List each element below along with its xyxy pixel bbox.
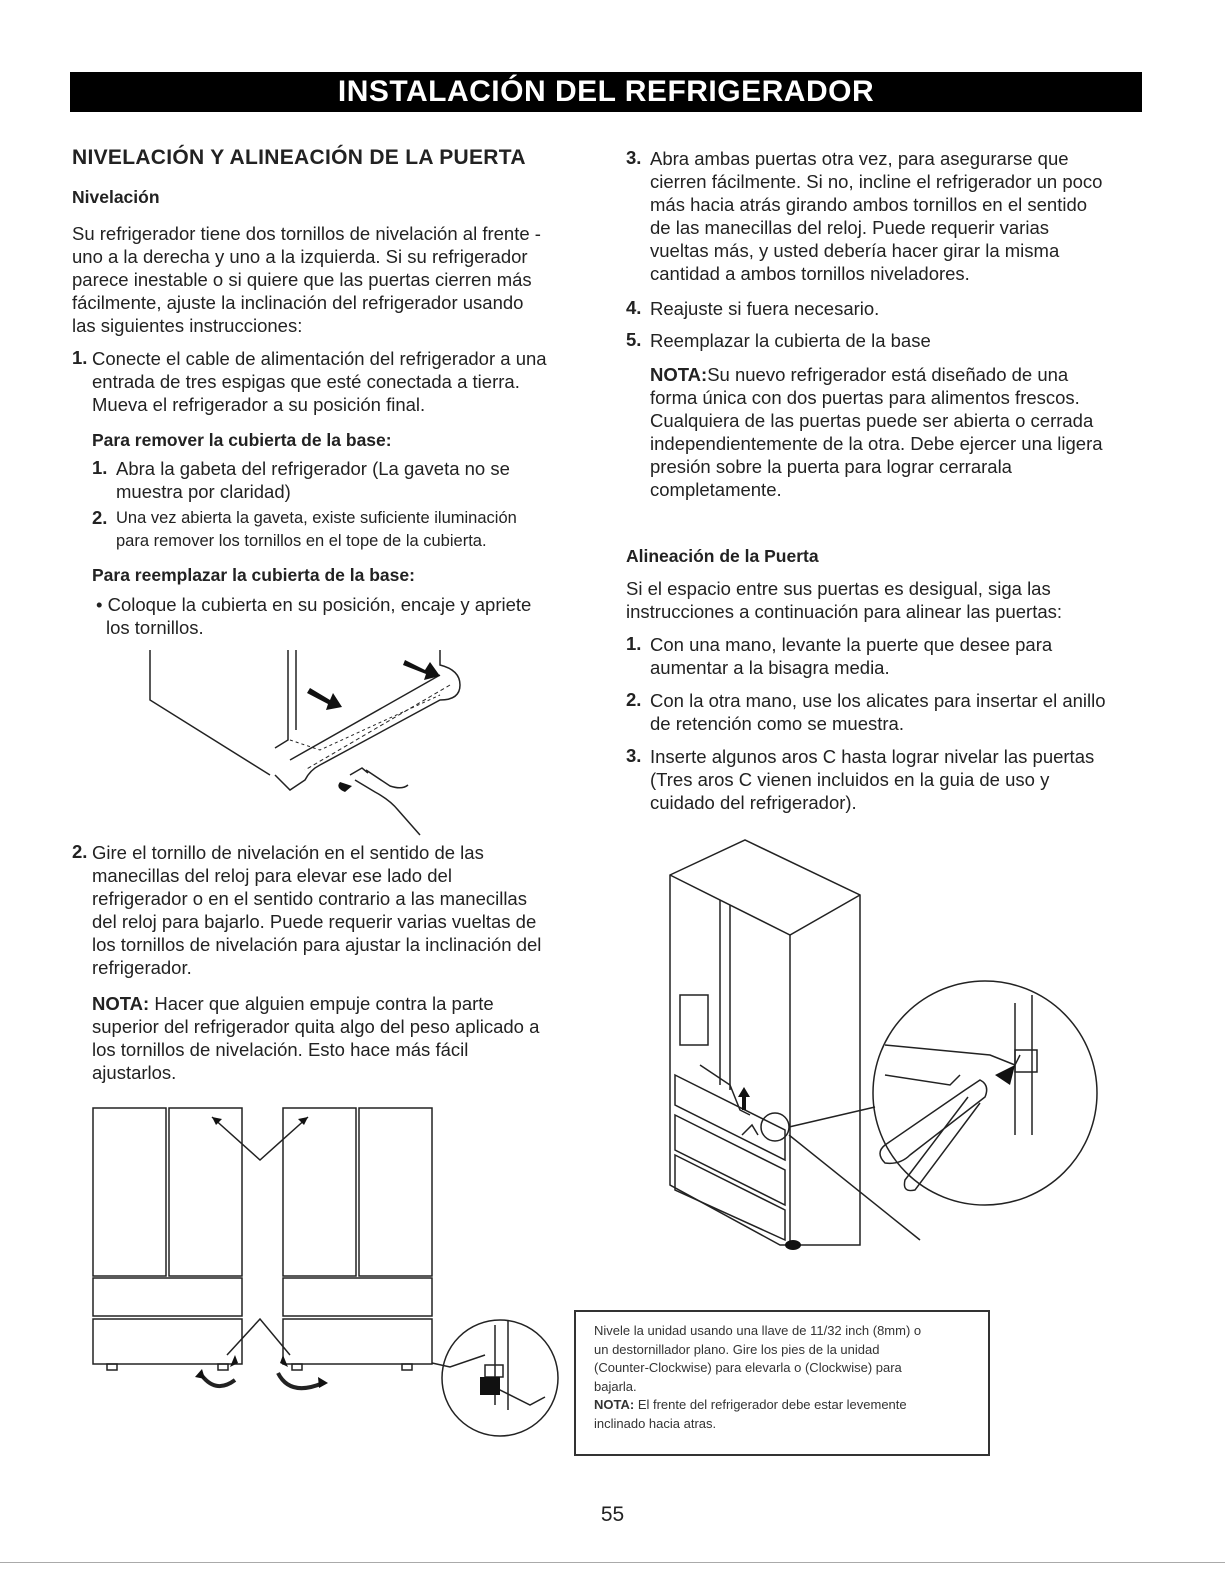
replace-cover-heading: Para reemplazar la cubierta de la base: xyxy=(92,565,415,585)
note-line: presión sobre la puerta para lograr cerrarala xyxy=(650,456,1012,477)
note-line: superior del refrigerador quita algo del peso aplicado a xyxy=(92,1016,540,1037)
caption-note-line: inclinado hacia atras. xyxy=(594,1415,717,1431)
intro-line: instrucciones a continuación para alinear las puertas: xyxy=(626,601,1063,622)
step-number: 1. xyxy=(72,347,88,368)
step-line: muestra por claridad) xyxy=(116,481,291,502)
section-title: NIVELACIÓN Y ALINEACIÓN DE LA PUERTA xyxy=(72,146,526,169)
door-alignment-illustration xyxy=(660,835,1100,1255)
intro-line: fácilmente, ajuste la inclinación del refrigerador usando xyxy=(72,292,524,313)
step-line: para remover los tornillos en el tope de la cubierta. xyxy=(116,532,487,550)
front-leveling-illustration xyxy=(90,1105,560,1445)
step-line: Mueva el refrigerador a su posición final. xyxy=(92,394,426,415)
intro-line: Si el espacio entre sus puertas es desigual, siga las xyxy=(626,578,1051,599)
step-line: Reemplazar la cubierta de la base xyxy=(650,330,931,351)
intro-line: Su refrigerador tiene dos tornillos de nivelación al frente - xyxy=(72,223,541,244)
step-line: refrigerador o en el sentido contrario a las manecillas xyxy=(92,888,527,909)
leveling-caption-box xyxy=(574,1310,990,1456)
note-line: los tornillos de nivelación. Esto hace más fácil xyxy=(92,1039,469,1060)
base-cover-illustration xyxy=(140,640,500,840)
step-line: Abra la gabeta del refrigerador (La gaveta no se xyxy=(116,458,510,479)
note-line: Hacer que alguien empuje contra la parte xyxy=(149,993,494,1014)
page-number: 55 xyxy=(600,1503,625,1526)
alignment-heading: Alineación de la Puerta xyxy=(626,546,819,566)
step-line: manecillas del reloj para elevar ese lado del xyxy=(92,865,452,886)
step-number: 1. xyxy=(92,457,108,478)
note-line: completamente. xyxy=(650,479,782,500)
step-number: 2. xyxy=(72,841,88,862)
step-line: Una vez abierta la gaveta, existe suficiente iluminación xyxy=(116,509,517,527)
caption-line: Nivele la unidad usando una llave de 11/32 inch (8mm) o xyxy=(594,1323,922,1338)
caption-line: un destornillador plano. Gire los pies de la unidad xyxy=(594,1341,880,1357)
note-line: ajustarlos. xyxy=(92,1062,177,1083)
leveling-heading: Nivelación xyxy=(72,187,160,207)
step-line: de retención como se muestra. xyxy=(650,713,904,734)
note-line: Su nuevo refrigerador está diseñado de una xyxy=(707,364,1069,385)
bullet-line: los tornillos. xyxy=(106,617,204,638)
step-number: 1. xyxy=(626,633,642,654)
note-line: forma única con dos puertas para alimentos frescos. xyxy=(650,387,1080,408)
step-number: 3. xyxy=(626,147,642,168)
page-banner-title: INSTALACIÓN DEL REFRIGERADOR xyxy=(70,72,1142,112)
step-line: Abra ambas puertas otra vez, para asegurarse que xyxy=(650,148,1069,169)
step-line: Conecte el cable de alimentación del refrigerador a una xyxy=(92,348,547,369)
step-line: aumentar a la bisagra media. xyxy=(650,657,890,678)
step-line: cantidad a ambos tornillos niveladores. xyxy=(650,263,970,284)
intro-line: parece inestable o si quiere que las puertas cierren más xyxy=(72,269,532,290)
step-number: 3. xyxy=(626,745,642,766)
remove-cover-heading: Para remover la cubierta de la base: xyxy=(92,430,392,450)
step-line: más hacia atrás girando ambos tornillos en el sentido xyxy=(650,194,1088,215)
note-line: independientemente de la otra. Debe ejercer una ligera xyxy=(650,433,1103,454)
step-line: entrada de tres espigas que esté conectada a tierra. xyxy=(92,371,520,392)
step-line: Con la otra mano, use los alicates para insertar el anillo xyxy=(650,690,1106,711)
bullet-line: • Coloque la cubierta en su posición, encaje y apriete xyxy=(96,594,532,615)
step-number: 2. xyxy=(626,689,642,710)
step-line: refrigerador. xyxy=(92,957,192,978)
caption-line: bajarla. xyxy=(594,1378,637,1394)
step-line: (Tres aros C vienen incluidos en la guia de uso y xyxy=(650,769,1050,790)
caption-note-line: El frente del refrigerador debe estar levemente xyxy=(634,1397,907,1412)
step-line: cuidado del refrigerador). xyxy=(650,792,857,813)
step-line: los tornillos de nivelación para ajustar la inclinación del xyxy=(92,934,542,955)
note-label: NOTA: xyxy=(650,364,708,385)
note-line: Cualquiera de las puertas puede ser abierta o cerrada xyxy=(650,410,1094,431)
footer-divider xyxy=(0,1562,1225,1563)
step-line: Inserte algunos aros C hasta lograr nivelar las puertas xyxy=(650,746,1095,767)
step-number: 4. xyxy=(626,297,642,318)
step-number: 5. xyxy=(626,329,642,350)
step-line: vueltas más, y usted debería hacer girar la misma xyxy=(650,240,1060,261)
step-line: Con una mano, levante la puerte que desee para xyxy=(650,634,1053,655)
caption-line: (Counter-Clockwise) para elevarla o (Clockwise) para xyxy=(594,1360,902,1375)
step-line: Gire el tornillo de nivelación en el sentido de las xyxy=(92,842,484,863)
step-number: 2. xyxy=(92,507,108,528)
step-line: de las manecillas del reloj. Puede requerir varias xyxy=(650,217,1049,238)
step-line: cierren fácilmente. Si no, incline el refrigerador un poco xyxy=(650,171,1103,192)
step-line: Reajuste si fuera necesario. xyxy=(650,298,880,319)
intro-line: uno a la derecha y uno a la izquierda. Si su refrigerador xyxy=(72,246,528,267)
note-label: NOTA: xyxy=(92,993,150,1014)
caption-note-label: NOTA: xyxy=(594,1397,635,1412)
step-line: del reloj para bajarlo. Puede requerir varias vueltas de xyxy=(92,911,537,932)
intro-line: las siguientes instrucciones: xyxy=(72,315,303,336)
